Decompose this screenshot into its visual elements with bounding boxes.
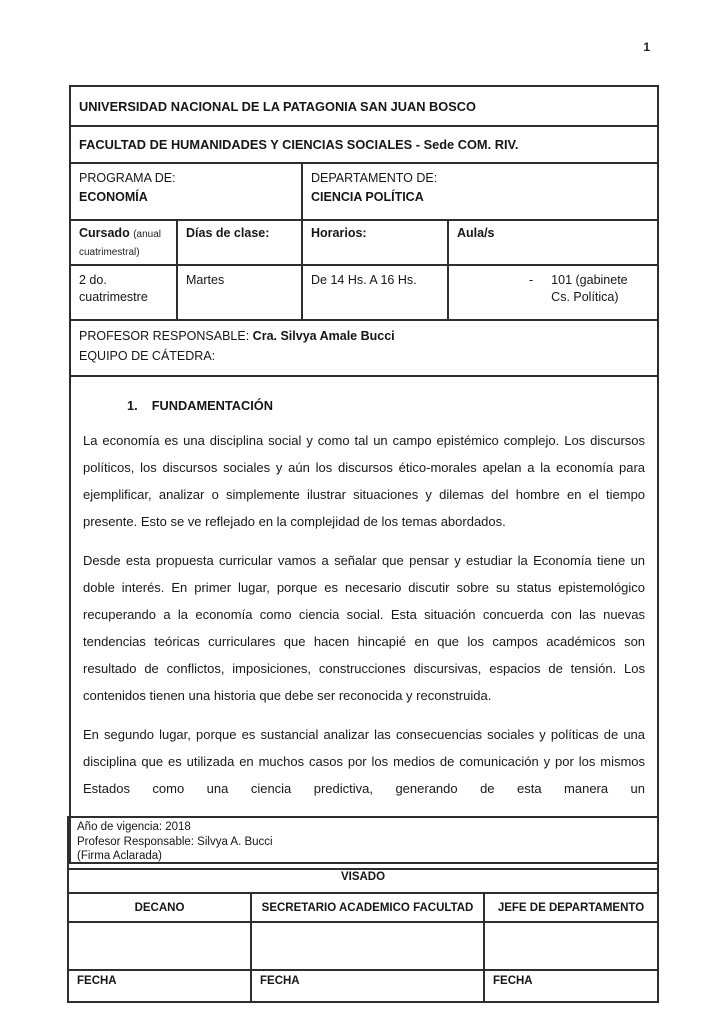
aula-list-item xyxy=(457,272,649,306)
secretario-signature-cell xyxy=(251,922,484,970)
jefe-signature-cell xyxy=(484,922,658,970)
vigencia-line: Año de vigencia: 2018 xyxy=(77,821,191,833)
section-title: FUNDAMENTACIÓN xyxy=(151,398,274,413)
fecha-secretario: FECHA xyxy=(251,970,484,1002)
cursado-note: (anual cuatrimestral) xyxy=(79,229,161,258)
firma-aclarada-line: (Firma Aclarada) xyxy=(77,850,162,862)
dias-value: Martes xyxy=(177,265,302,320)
horarios-value: De 14 Hs. A 16 Hs. xyxy=(302,265,448,320)
visado-table xyxy=(67,816,659,1003)
horarios-header-cell: Horarios: xyxy=(302,220,448,265)
section-heading xyxy=(83,397,645,415)
body-paragraph-1: La economía es una disciplina social y como tal un campo epistémico complejo. Los discursos políticos, los discursos sociales y aún los discursos ético-morales apelan a la economía para ejemplificar, analizar o simplemente ilustrar situaciones y dilemas del hombre en el tiempo presente. Esto se ve reflejado en la complejidad de los temas abordados. xyxy=(83,433,646,529)
responsable-line: Profesor Responsable: Silvya A. Bucci xyxy=(77,835,273,848)
equipo-label: EQUIPO DE CÁTEDRA: xyxy=(79,349,216,363)
department-value: CIENCIA POLÍTICA xyxy=(311,190,424,204)
cursado-header-cell xyxy=(70,220,177,265)
university-name: UNIVERSIDAD NACIONAL DE LA PATAGONIA SAN JUAN BOSCO xyxy=(70,86,658,126)
profesor-label: PROFESOR RESPONSABLE: xyxy=(79,329,250,343)
fecha-jefe: FECHA xyxy=(484,970,658,1002)
secretario-header: SECRETARIO ACADEMICO FACULTAD xyxy=(251,893,484,922)
faculty-name: FACULTAD DE HUMANIDADES Y CIENCIAS SOCIALES - Sede COM. RIV. xyxy=(70,126,658,163)
department-label: DEPARTAMENTO DE: xyxy=(311,171,438,185)
body-content xyxy=(71,377,657,858)
body-cell xyxy=(70,376,658,863)
department-cell xyxy=(302,163,658,220)
section-number: 1. xyxy=(127,398,138,413)
profesor-line xyxy=(79,326,649,346)
cursado-label: Cursado xyxy=(79,226,130,240)
jefe-departamento-header: JEFE DE DEPARTAMENTO xyxy=(484,893,658,922)
decano-signature-cell xyxy=(68,922,251,970)
visado-title: VISADO xyxy=(68,869,658,893)
decano-header: DECANO xyxy=(68,893,251,922)
aula-list-dash: - xyxy=(529,273,534,287)
dias-header-cell: Días de clase: xyxy=(177,220,302,265)
page-number: 1 xyxy=(643,40,650,54)
program-value: ECONOMÍA xyxy=(79,190,148,204)
program-cell xyxy=(70,163,302,220)
program-label: PROGRAMA DE: xyxy=(79,171,176,185)
footer-meta-cell xyxy=(68,817,658,869)
program-header-table xyxy=(69,85,659,864)
profesor-value: Cra. Silvya Amale Bucci xyxy=(252,329,395,343)
cursado-value: 2 do. cuatrimestre xyxy=(70,265,177,320)
body-paragraph-2: Desde esta propuesta curricular vamos a señalar que pensar y estudiar la Economía tiene un doble interés. En primer lugar, porque es necesario discutir sobre su status epistemológico recuperando a la economía como ciencia social. Esta situación concuerda con las nuevas tendencias teóricas curriculares que hacen hincapié en que los campos académicos son resultado de conflictos, imposiciones, construcciones discursivas, espacios de tensión. Los contenidos tienen una historia que debe ser reconocida y reconstruida. xyxy=(83,553,646,703)
aula-value: 101 (gabinete Cs. Política) xyxy=(551,273,628,304)
aula-header-cell: Aula/s xyxy=(448,220,658,265)
profesor-cell xyxy=(70,320,658,376)
fecha-decano: FECHA xyxy=(68,970,251,1002)
aula-value-cell xyxy=(448,265,658,320)
body-paragraph-3: En segundo lugar, porque es sustancial analizar las consecuencias sociales y políticas de una disciplina que es utilizada en muchos casos por los medios de comunicación y por los mismos Estados como una ciencia predictiva, generando de esta manera un xyxy=(83,727,646,796)
